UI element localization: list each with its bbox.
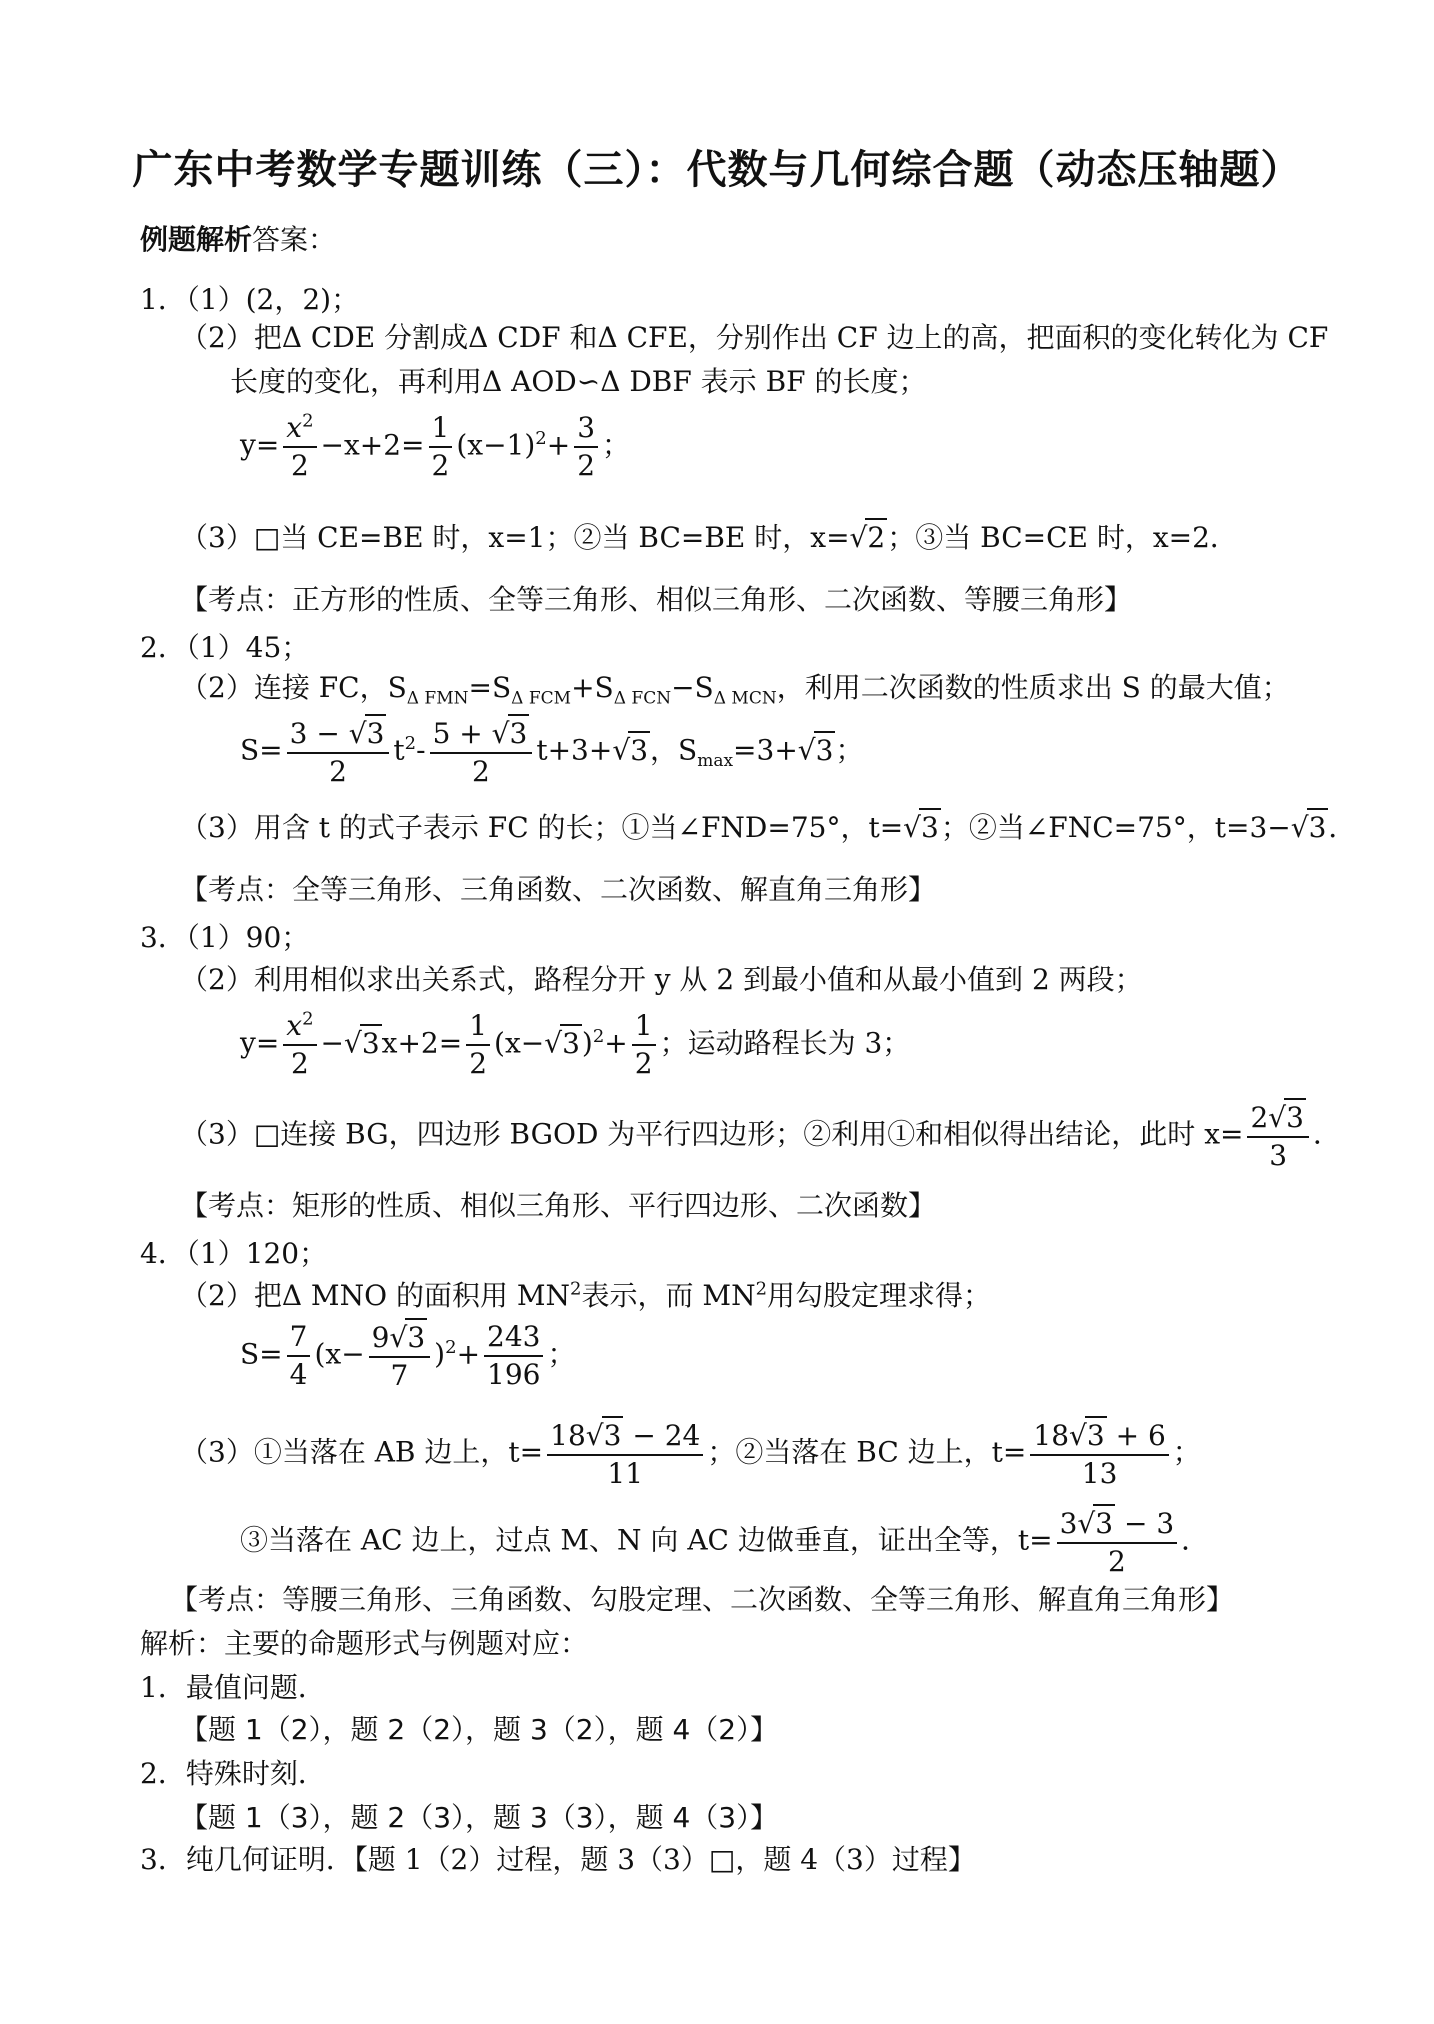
- numerator: 9: [371, 1321, 390, 1354]
- superscript: 2: [302, 1008, 314, 1030]
- formula-text: y=: [240, 1026, 280, 1060]
- fraction: [484, 1319, 543, 1393]
- q2-part1: 2．（1）45；: [140, 631, 310, 664]
- q4-part2: [180, 1278, 991, 1314]
- numerator: 5 +: [432, 717, 492, 750]
- formula-text: ): [581, 1026, 593, 1060]
- text-segment: +S: [571, 671, 614, 704]
- formula-text: S=: [240, 1337, 283, 1371]
- numerator: 243: [484, 1319, 543, 1357]
- numerator: x: [286, 1009, 303, 1042]
- sqrt-radicand: 3: [1093, 1504, 1115, 1542]
- q3-part2: （2）利用相似求出关系式，路程分开 y 从 2 到最小值和从最小值到 2 两段；: [180, 963, 1143, 996]
- text-segment: ；: [1172, 1435, 1201, 1469]
- q1-keypoints: 【考点：正方形的性质、全等三角形、相似三角形、二次函数、等腰三角形】: [180, 583, 1133, 616]
- numerator: − 24: [623, 1419, 701, 1452]
- q2-formula: S= $\frac{3 - √3}{2}$ $t^2-$ $\frac{5 + √3}{2}$ t+3+√3，$S_{max}=3+√3$；: [240, 714, 863, 790]
- superscript: 2: [404, 733, 417, 755]
- q2-keypoints: 【考点：全等三角形、三角函数、二次函数、解直角三角形】: [180, 873, 937, 906]
- subscript: Δ FCM: [511, 688, 572, 709]
- subscript: max: [697, 751, 734, 772]
- formula-text: +: [604, 1026, 628, 1060]
- q4-keypoints: 【考点：等腰三角形、三角函数、勾股定理、二次函数、全等三角形、解直角三角形】: [170, 1583, 1235, 1616]
- q2-part3: （3）用含 t 的式子表示 FC 的长；①当∠FND=75°，t=√3；②当∠FNC=75°，t=3−√3．: [180, 808, 1356, 846]
- q4-part3-case3: [240, 1504, 1209, 1580]
- subscript: Δ MCN: [713, 688, 777, 709]
- sqrt-radicand: 3: [508, 714, 530, 752]
- text-segment: （3）□连接 BG，四边形 BGOD 为平行四边形；②利用①和相似得出结论，此时 x=: [180, 1117, 1244, 1151]
- denominator: 11: [607, 1457, 644, 1490]
- page-title: 广东中考数学专题训练（三）：代数与几何综合题（动态压轴题）: [132, 147, 1302, 193]
- numerator: + 6: [1106, 1419, 1166, 1452]
- text-segment: （2）把Δ MNO 的面积用 MN: [180, 1279, 571, 1312]
- q4-formula: [240, 1318, 576, 1394]
- denominator: 7: [390, 1359, 409, 1392]
- fraction: [429, 410, 453, 484]
- numerator: 3 −: [289, 717, 349, 750]
- formula-text: x+2=: [381, 1026, 463, 1060]
- numerator: 1: [466, 1008, 490, 1046]
- formula-text: =3+: [733, 733, 798, 767]
- text-segment: ③当落在 AC 边上，过点 M、N 向 AC 边做垂直，证出全等，t=: [240, 1523, 1053, 1557]
- numerator: 3: [1059, 1507, 1078, 1540]
- denominator: 2: [472, 755, 490, 788]
- denominator: 2: [577, 449, 596, 482]
- sqrt-radicand: 3: [365, 714, 387, 752]
- numerator: 7: [287, 1319, 311, 1357]
- q1-part2-line1: （2）把Δ CDE 分割成Δ CDF 和Δ CFE，分别作出 CF 边上的高，把面积的变化转化为 CF: [180, 321, 1329, 354]
- denominator: 3: [1269, 1139, 1288, 1172]
- formula-text: (x−: [314, 1337, 365, 1371]
- denominator: 196: [487, 1358, 541, 1391]
- formula-text: -: [416, 733, 426, 767]
- intro-bold: 例题解析: [140, 223, 253, 256]
- formula-text: (x−: [494, 1026, 545, 1060]
- fraction: $\frac{2√3}{3}$: [1247, 1098, 1309, 1174]
- analysis-item-1: 1．最值问题．: [140, 1671, 326, 1704]
- numerator: x: [286, 411, 303, 444]
- text-segment: ．: [1181, 1523, 1210, 1557]
- fraction: [283, 1008, 316, 1082]
- denominator: 2: [634, 1047, 653, 1080]
- fraction: [283, 410, 316, 484]
- denominator: 4: [289, 1358, 308, 1391]
- q1-formula: [240, 410, 630, 484]
- fraction: [574, 410, 598, 484]
- fraction: $\frac{9√3}{7}$: [369, 1318, 431, 1394]
- text-segment: ．: [1312, 1117, 1341, 1151]
- numerator: − 3: [1115, 1507, 1175, 1540]
- superscript: 2: [592, 1026, 605, 1048]
- numerator: 1: [429, 410, 453, 448]
- q1-part1: 1．（1）(2，2)；: [140, 283, 360, 316]
- intro-rest: 答案：: [252, 223, 337, 256]
- text-segment: （2）连接 FC，S: [180, 671, 407, 704]
- sqrt-radicand: 3: [1307, 808, 1329, 846]
- formula-text: ；运动路程长为 3；: [659, 1026, 911, 1060]
- formula-text: ；: [835, 733, 864, 767]
- sqrt-radicand: 3: [628, 731, 650, 769]
- q4-part3: [180, 1416, 1201, 1492]
- sqrt-radicand: 3: [1085, 1416, 1107, 1454]
- numerator: 18: [550, 1419, 586, 1452]
- formula-text: t: [393, 733, 405, 767]
- formula-text: ，S: [650, 733, 698, 767]
- numerator: 1: [632, 1008, 656, 1046]
- fraction: $\frac{5 + √3}{2}$: [430, 714, 533, 790]
- text-segment: =S: [468, 671, 512, 704]
- fraction: [287, 1319, 311, 1393]
- formula-text: ): [434, 1337, 446, 1371]
- denominator: 2: [469, 1047, 488, 1080]
- denominator: 2: [329, 755, 347, 788]
- formula-text: ；: [547, 1337, 576, 1371]
- text-segment: −S: [671, 671, 714, 704]
- text-segment: （3）用含 t 的式子表示 FC 的长；①当∠FND=75°，t=: [180, 811, 904, 844]
- subscript: Δ FCN: [613, 688, 672, 709]
- superscript: 2: [445, 1337, 457, 1359]
- text-segment: ；③当 BC=CE 时，x=2．: [887, 521, 1238, 554]
- text-segment: 用勾股定理求得；: [767, 1279, 992, 1312]
- fraction: [466, 1008, 490, 1082]
- fraction: $\frac{18√3 - 24}{11}$: [547, 1416, 703, 1492]
- numerator: 3: [574, 410, 598, 448]
- formula-text: (x−1): [456, 428, 536, 462]
- analysis-item-2-refs: 【题 1（3），题 2（3），题 3（3），题 4（3）】: [180, 1801, 779, 1834]
- text-segment: （3）①当落在 AB 边上，t=: [180, 1435, 544, 1469]
- analysis-item-2: 2．特殊时刻．: [140, 1757, 326, 1790]
- text-segment: （3）□当 CE=BE 时，x=1；②当 BC=BE 时，x=: [180, 521, 850, 554]
- fraction: $\frac{18√3 + 6}{13}$: [1030, 1416, 1168, 1492]
- subscript: Δ FMN: [406, 688, 469, 709]
- denominator: 13: [1081, 1457, 1118, 1490]
- q3-keypoints: 【考点：矩形的性质、相似三角形、平行四边形、二次函数】: [180, 1189, 937, 1222]
- text-segment: 表示，而 MN: [581, 1279, 756, 1312]
- denominator: 2: [1107, 1545, 1126, 1578]
- q3-formula: y= $\frac{x^2}{2}$ −√3x+2= $\frac{1}{2}$ $(x-√3)^2+$ $\frac{1}{2}$ ；运动路程长为 3；: [240, 1008, 911, 1080]
- analysis-heading: 解析：主要的命题形式与例题对应：: [140, 1627, 589, 1660]
- numerator: 18: [1033, 1419, 1070, 1452]
- sqrt-radicand: 2: [865, 518, 887, 556]
- text-segment: ．: [1328, 811, 1357, 844]
- superscript: 2: [570, 1278, 582, 1300]
- q1-part3: （3）□当 CE=BE 时，x=1；②当 BC=BE 时，x=√2；③当 BC=CE 时，x=2．: [180, 518, 1238, 556]
- text-segment: ，利用二次函数的性质求出 S 的最大值；: [776, 671, 1290, 704]
- sqrt-radicand: 3: [560, 1024, 582, 1062]
- denominator: 2: [431, 449, 450, 482]
- analysis-item-3: 3．纯几何证明．【题 1（2）过程，题 3（3）□，题 4（3）过程】: [140, 1843, 976, 1876]
- sqrt-radicand: 3: [814, 731, 836, 769]
- formula-text: y=: [240, 428, 280, 462]
- formula-text: ；: [602, 428, 631, 462]
- formula-text: +: [456, 1337, 481, 1371]
- q1-part2-line2: 长度的变化，再利用Δ AOD∽Δ DBF 表示 BF 的长度；: [230, 365, 927, 398]
- sqrt-radicand: 3: [1284, 1098, 1306, 1136]
- analysis-item-1-refs: 【题 1（2），题 2（2），题 3（2），题 4（2）】: [180, 1713, 779, 1746]
- formula-text: −: [320, 1026, 344, 1060]
- numerator: 2: [1250, 1101, 1269, 1134]
- formula-text: t+3+: [536, 733, 613, 767]
- q3-part1: 3．（1）90；: [140, 921, 310, 954]
- q3-part3: [180, 1098, 1341, 1174]
- superscript: 2: [302, 410, 314, 432]
- fraction: [632, 1008, 656, 1082]
- formula-text: S=: [240, 733, 283, 767]
- formula-text: −x+2=: [320, 428, 425, 462]
- fraction: $\frac{3√3 - 3}{2}$: [1057, 1504, 1178, 1580]
- sqrt-radicand: 3: [405, 1318, 427, 1356]
- text-segment: ；②当落在 BC 边上，t=: [707, 1435, 1027, 1469]
- superscript: 2: [535, 428, 547, 450]
- sqrt-radicand: 3: [919, 808, 941, 846]
- denominator: 2: [290, 449, 309, 482]
- formula-text: +: [546, 428, 571, 462]
- q4-part1: 4．（1）120；: [140, 1237, 328, 1270]
- intro-line: [140, 222, 336, 258]
- superscript: 2: [755, 1278, 768, 1300]
- sqrt-radicand: 3: [602, 1416, 624, 1454]
- fraction: $\frac{3 - √3}{2}$: [287, 714, 390, 790]
- sqrt-radicand: 3: [360, 1024, 382, 1062]
- q2-part2: [180, 670, 1290, 709]
- text-segment: ；②当∠FNC=75°，t=3−: [940, 811, 1291, 844]
- denominator: 2: [290, 1047, 309, 1080]
